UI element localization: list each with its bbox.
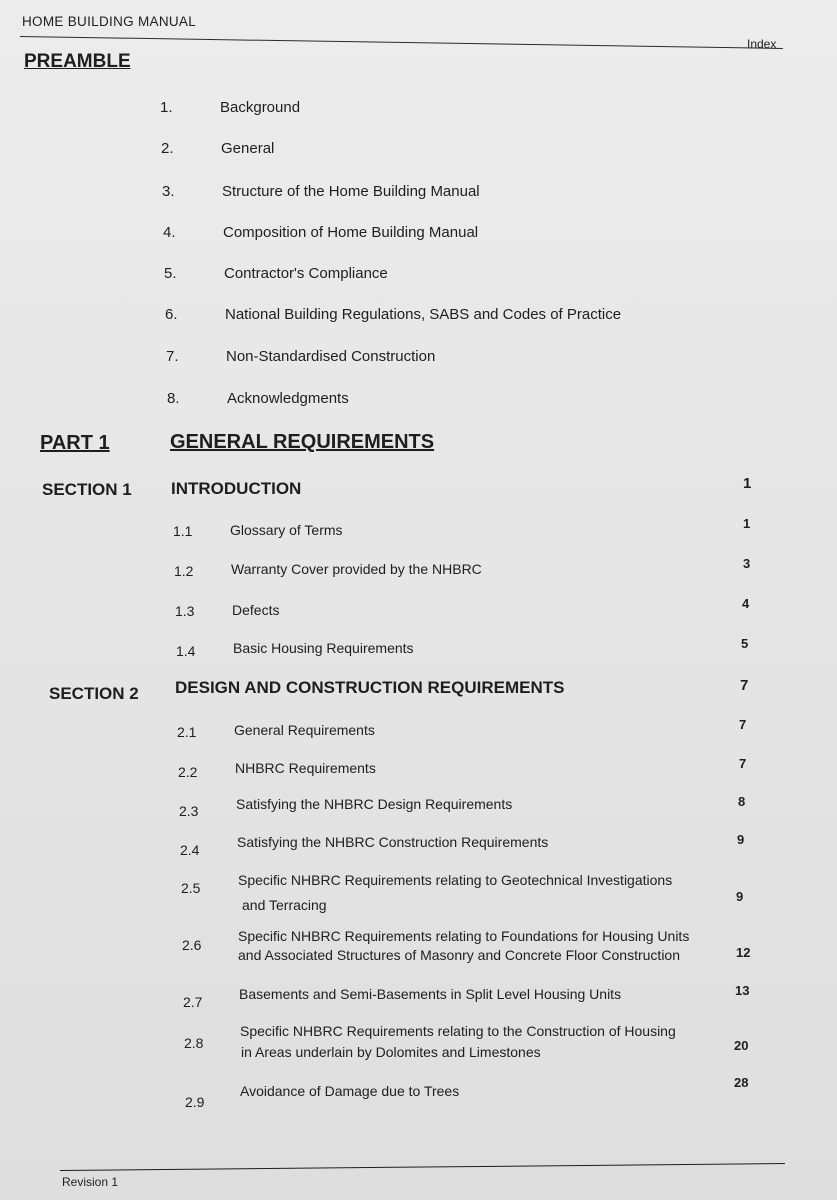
toc-item-number: 1.2: [174, 563, 194, 579]
toc-item-page: 20: [734, 1038, 749, 1053]
toc-item-text: Basic Housing Requirements: [233, 640, 414, 656]
header-rule: [20, 36, 783, 49]
toc-item-text: Avoidance of Damage due to Trees: [240, 1083, 460, 1099]
toc-item-page: 4: [742, 596, 750, 611]
preamble-item-number: 4.: [163, 224, 176, 241]
toc-item-number: 2.9: [185, 1094, 205, 1110]
preamble-item-text: National Building Regulations, SABS and Codes of Practice: [225, 306, 622, 323]
toc-item-text: General Requirements: [234, 722, 375, 738]
toc-item-text: NHBRC Requirements: [235, 760, 376, 776]
toc-item-page: 12: [736, 945, 751, 960]
toc-item-text: Specific NHBRC Requirements relating to Foundations for Housing Units: [238, 928, 690, 944]
part-label: PART 1: [40, 432, 110, 454]
header-section-label: Index: [747, 37, 777, 51]
preamble-item-number: 6.: [165, 306, 178, 323]
toc-item-number: 2.3: [179, 803, 199, 819]
toc-item-text: Basements and Semi-Basements in Split Level Housing Units: [239, 986, 622, 1002]
toc-item-page: 13: [735, 983, 750, 998]
toc-item-text: Specific NHBRC Requirements relating to the Construction of Housing: [240, 1023, 676, 1039]
toc-item-number: 1.3: [175, 603, 195, 619]
preamble-item-number: 8.: [167, 390, 180, 407]
preamble-item-number: 3.: [162, 183, 175, 200]
footer-rule: [60, 1163, 785, 1171]
document-title: HOME BUILDING MANUAL: [22, 14, 197, 29]
part-title: GENERAL REQUIREMENTS: [170, 431, 435, 453]
preamble-item-number: 7.: [166, 348, 179, 365]
toc-item-text: Warranty Cover provided by the NHBRC: [231, 561, 482, 577]
toc-item-number: 2.1: [177, 724, 197, 740]
preamble-item-text: Contractor's Compliance: [224, 265, 388, 282]
toc-item-number: 2.6: [182, 937, 202, 953]
preamble-heading: PREAMBLE: [24, 51, 131, 72]
revision-label: Revision 1: [62, 1175, 119, 1189]
toc-item-text-continued: in Areas underlain by Dolomites and Limestones: [241, 1044, 541, 1060]
toc-item-number: 2.8: [184, 1035, 204, 1051]
toc-item-number: 1.4: [176, 643, 196, 659]
toc-item-page: 8: [738, 794, 746, 809]
toc-item-text: Satisfying the NHBRC Design Requirements: [236, 796, 513, 812]
toc-item-text: Defects: [232, 602, 280, 618]
toc-item-text-continued: and Associated Structures of Masonry and Concrete Floor Construction: [238, 947, 680, 963]
toc-item-number: 1.1: [173, 523, 193, 539]
toc-item-page: 1: [743, 516, 751, 531]
section-page-number: 1: [743, 475, 752, 492]
toc-item-number: 2.7: [183, 994, 203, 1010]
section-page-number: 7: [740, 677, 749, 694]
section-title: DESIGN AND CONSTRUCTION REQUIREMENTS: [175, 678, 565, 697]
toc-item-page: 9: [737, 832, 745, 847]
toc-item-text: Glossary of Terms: [230, 522, 343, 538]
toc-item-page: 7: [739, 717, 747, 732]
preamble-item-text: Background: [220, 99, 301, 116]
toc-item-text: Satisfying the NHBRC Construction Requirements: [237, 834, 549, 850]
preamble-item-number: 5.: [164, 265, 177, 282]
toc-item-number: 2.4: [180, 842, 200, 858]
toc-item-page: 5: [741, 636, 749, 651]
preamble-item-text: General: [221, 140, 275, 157]
toc-item-number: 2.5: [181, 880, 201, 896]
toc-item-page: 3: [743, 556, 751, 571]
toc-item-text-continued: and Terracing: [242, 897, 327, 913]
preamble-item-text: Composition of Home Building Manual: [223, 224, 479, 241]
preamble-item-text: Structure of the Home Building Manual: [222, 183, 480, 200]
toc-item-page: 7: [739, 756, 747, 771]
toc-item-page: 28: [734, 1075, 749, 1090]
preamble-item-number: 1.: [160, 99, 173, 116]
toc-item-page: 9: [736, 889, 744, 904]
section-title: INTRODUCTION: [171, 479, 302, 498]
preamble-item-text: Non-Standardised Construction: [226, 348, 436, 365]
toc-item-text: Specific NHBRC Requirements relating to Geotechnical Investigations: [238, 872, 673, 888]
preamble-item-number: 2.: [161, 140, 174, 157]
section-label: SECTION 2: [49, 684, 139, 703]
toc-item-number: 2.2: [178, 764, 198, 780]
section-label: SECTION 1: [42, 480, 132, 499]
preamble-item-text: Acknowledgments: [227, 390, 349, 407]
